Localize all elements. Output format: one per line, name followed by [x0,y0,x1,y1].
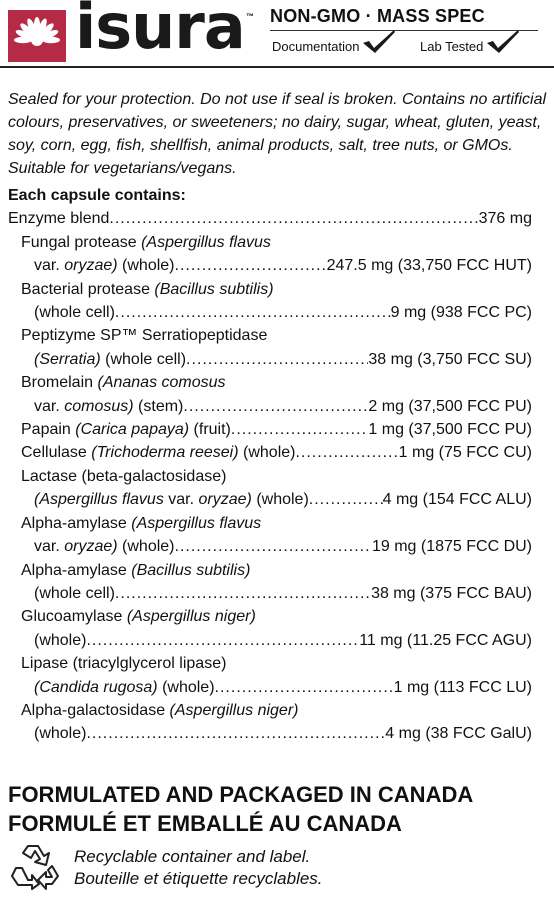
ingredient-source: (Aspergillus flavus [34,491,164,509]
ingredient-part: (whole) [157,678,215,696]
ingredient-part: (whole) [117,538,175,556]
ingredient-name: Bromelain [21,374,98,392]
checkmark-icon [485,28,521,54]
row-label [34,488,309,511]
row-label [34,535,175,558]
row-value: 1 mg (37,500 FCC PU) [368,421,532,439]
documentation-badge [272,38,397,54]
row-label: Enzyme blend [8,210,110,228]
recycle-note [74,846,323,890]
seal-notice: Sealed for your protection. Do not use if seal is broken. Contains no artificial colours, preservatives, or sweeteners; no dairy, sugar, wheat, gluten, yeast, soy, corn, egg, fish, shellfish, animal products, salt, tree nuts, or GMOs. Suitable for vegetarians/vegans. [8,91,547,177]
ingredient-name-line [8,559,532,582]
ingredient-row [8,418,532,441]
ingredient-row [8,301,532,324]
ingredient-name-line [8,465,532,488]
ingredient-row [8,348,532,371]
ingredient-source: (Carica papaya) [75,421,190,439]
origin-english: FORMULATED AND PACKAGED IN CANADA [8,782,474,807]
row-label [34,629,86,652]
row-value: 11 mg (11.25 FCC AGU) [359,631,532,649]
row-value: 1 mg (113 FCC LU) [393,678,532,696]
row-label [34,722,86,745]
ingredient-part: (whole cell) [34,304,115,322]
row-label [34,254,175,277]
row-label [34,582,115,605]
ingredient-source: (Candida rugosa) [34,678,158,696]
ingredient-row [8,629,532,652]
ingredient-part: (whole) [34,725,87,743]
label-header [0,0,554,80]
spec-line: NON-GMO · MASS SPEC [270,6,485,26]
ingredient-name: Alpha-amylase [21,514,132,532]
ingredient-name: Lactase (beta-galactosidase) [21,467,227,485]
ingredient-source: (Bacillus subtilis) [154,280,274,298]
row-value: 9 mg (938 FCC PC) [390,304,532,322]
row-label [21,441,295,464]
ingredient-part: (stem) [133,397,184,415]
ingredient-name-line [8,605,532,628]
ingredient-name-line [8,652,532,675]
row-value: 4 mg (38 FCC GalU) [385,725,532,743]
ingredient-source: (Ananas comosus [97,374,226,392]
ingredient-list [8,231,532,746]
ingredient-name-line [8,512,532,535]
ingredient-part: var. [34,397,65,415]
row-value: 1 mg (75 FCC CU) [398,444,532,462]
row-value: 4 mg (154 FCC ALU) [382,491,532,509]
row-value: 376 mg [478,210,532,228]
ingredient-part: (whole cell) [34,584,115,602]
ingredient-row [8,582,532,605]
ingredient-part: (whole) [117,257,175,275]
ingredient-row [8,441,532,464]
ingredient-source: (Aspergillus flavus [141,233,271,251]
ingredient-source: oryzae) [198,491,252,509]
ingredient-row [8,395,532,418]
ingredient-name: Lipase (triacylglycerol lipase) [21,655,227,673]
ingredient-row [8,676,532,699]
ingredient-name: Peptizyme SP™ Serratiopeptidase [21,327,268,345]
row-label [34,301,115,324]
ingredient-source: (Trichoderma reesei) [91,444,239,462]
origin-french: FORMULÉ ET EMBALLÉ AU CANADA [8,811,402,836]
ingredient-part: (fruit) [189,421,231,439]
ingredient-part: var. [163,491,199,509]
flower-logo-icon [8,10,66,62]
ingredient-row [8,254,532,277]
row-label [34,676,215,699]
row-label [34,348,186,371]
ingredient-name-line [8,324,532,347]
checkmark-icon [361,28,397,54]
row-value: 247.5 mg (33,750 FCC HUT) [326,257,532,275]
row-value: 19 mg (1875 FCC DU) [371,538,532,556]
ingredients-panel [8,184,532,746]
ingredient-part: var. [34,257,65,275]
recycle-english: Recyclable container and label. [74,847,311,866]
ingredient-part: (whole cell) [100,350,187,368]
ingredient-part: (whole) [34,631,87,649]
row-value: 38 mg (375 FCC BAU) [371,584,532,602]
ingredient-row [8,535,532,558]
ingredient-name: Alpha-amylase [21,561,132,579]
ingredient-source: (Aspergillus niger) [126,608,256,626]
documentation-label: Documentation [272,38,360,54]
ingredient-source: (Aspergillus niger) [169,701,299,719]
ingredient-source: oryzae) [64,257,118,275]
ingredient-name: Fungal protease [21,233,142,251]
row-label [34,395,183,418]
ingredient-part: var. [34,538,65,556]
ingredient-source: (Serratia) [34,350,101,368]
ingredient-name: Alpha-galactosidase [21,701,170,719]
ingredient-source: (Aspergillus flavus [131,514,262,532]
origin-statement [8,780,473,838]
ingredient-source: comosus) [64,397,134,415]
ingredient-name: Cellulase [21,444,92,462]
ingredient-row [8,722,532,745]
ingredient-name-line [8,278,532,301]
ingredient-name-line [8,371,532,394]
ingredient-source: (Bacillus subtilis) [131,561,251,579]
header-divider [0,66,554,68]
ingredient-name: Glucoamylase [21,608,127,626]
brand-wordmark: isura [75,0,245,63]
ingredient-source: oryzae) [64,538,118,556]
recycle-icon [8,840,62,890]
ingredient-row [8,488,532,511]
row-value: 2 mg (37,500 FCC PU) [368,397,532,415]
row-value: 38 mg (3,750 FCC SU) [368,350,532,368]
ingredient-name-line [8,699,532,722]
enzyme-blend-row [8,207,532,230]
ingredient-part: (whole) [238,444,296,462]
lab-tested-badge [420,38,521,54]
trademark-symbol: ™ [246,12,254,21]
lab-tested-label: Lab Tested [420,38,484,54]
ingredient-part: (whole) [251,491,309,509]
panel-title: Each capsule contains: [8,187,186,204]
ingredient-name: Bacterial protease [21,280,155,298]
ingredient-name-line [8,231,532,254]
recycle-french: Bouteille et étiquette recyclables. [74,869,323,888]
row-label [21,418,231,441]
ingredient-name: Papain [21,421,76,439]
